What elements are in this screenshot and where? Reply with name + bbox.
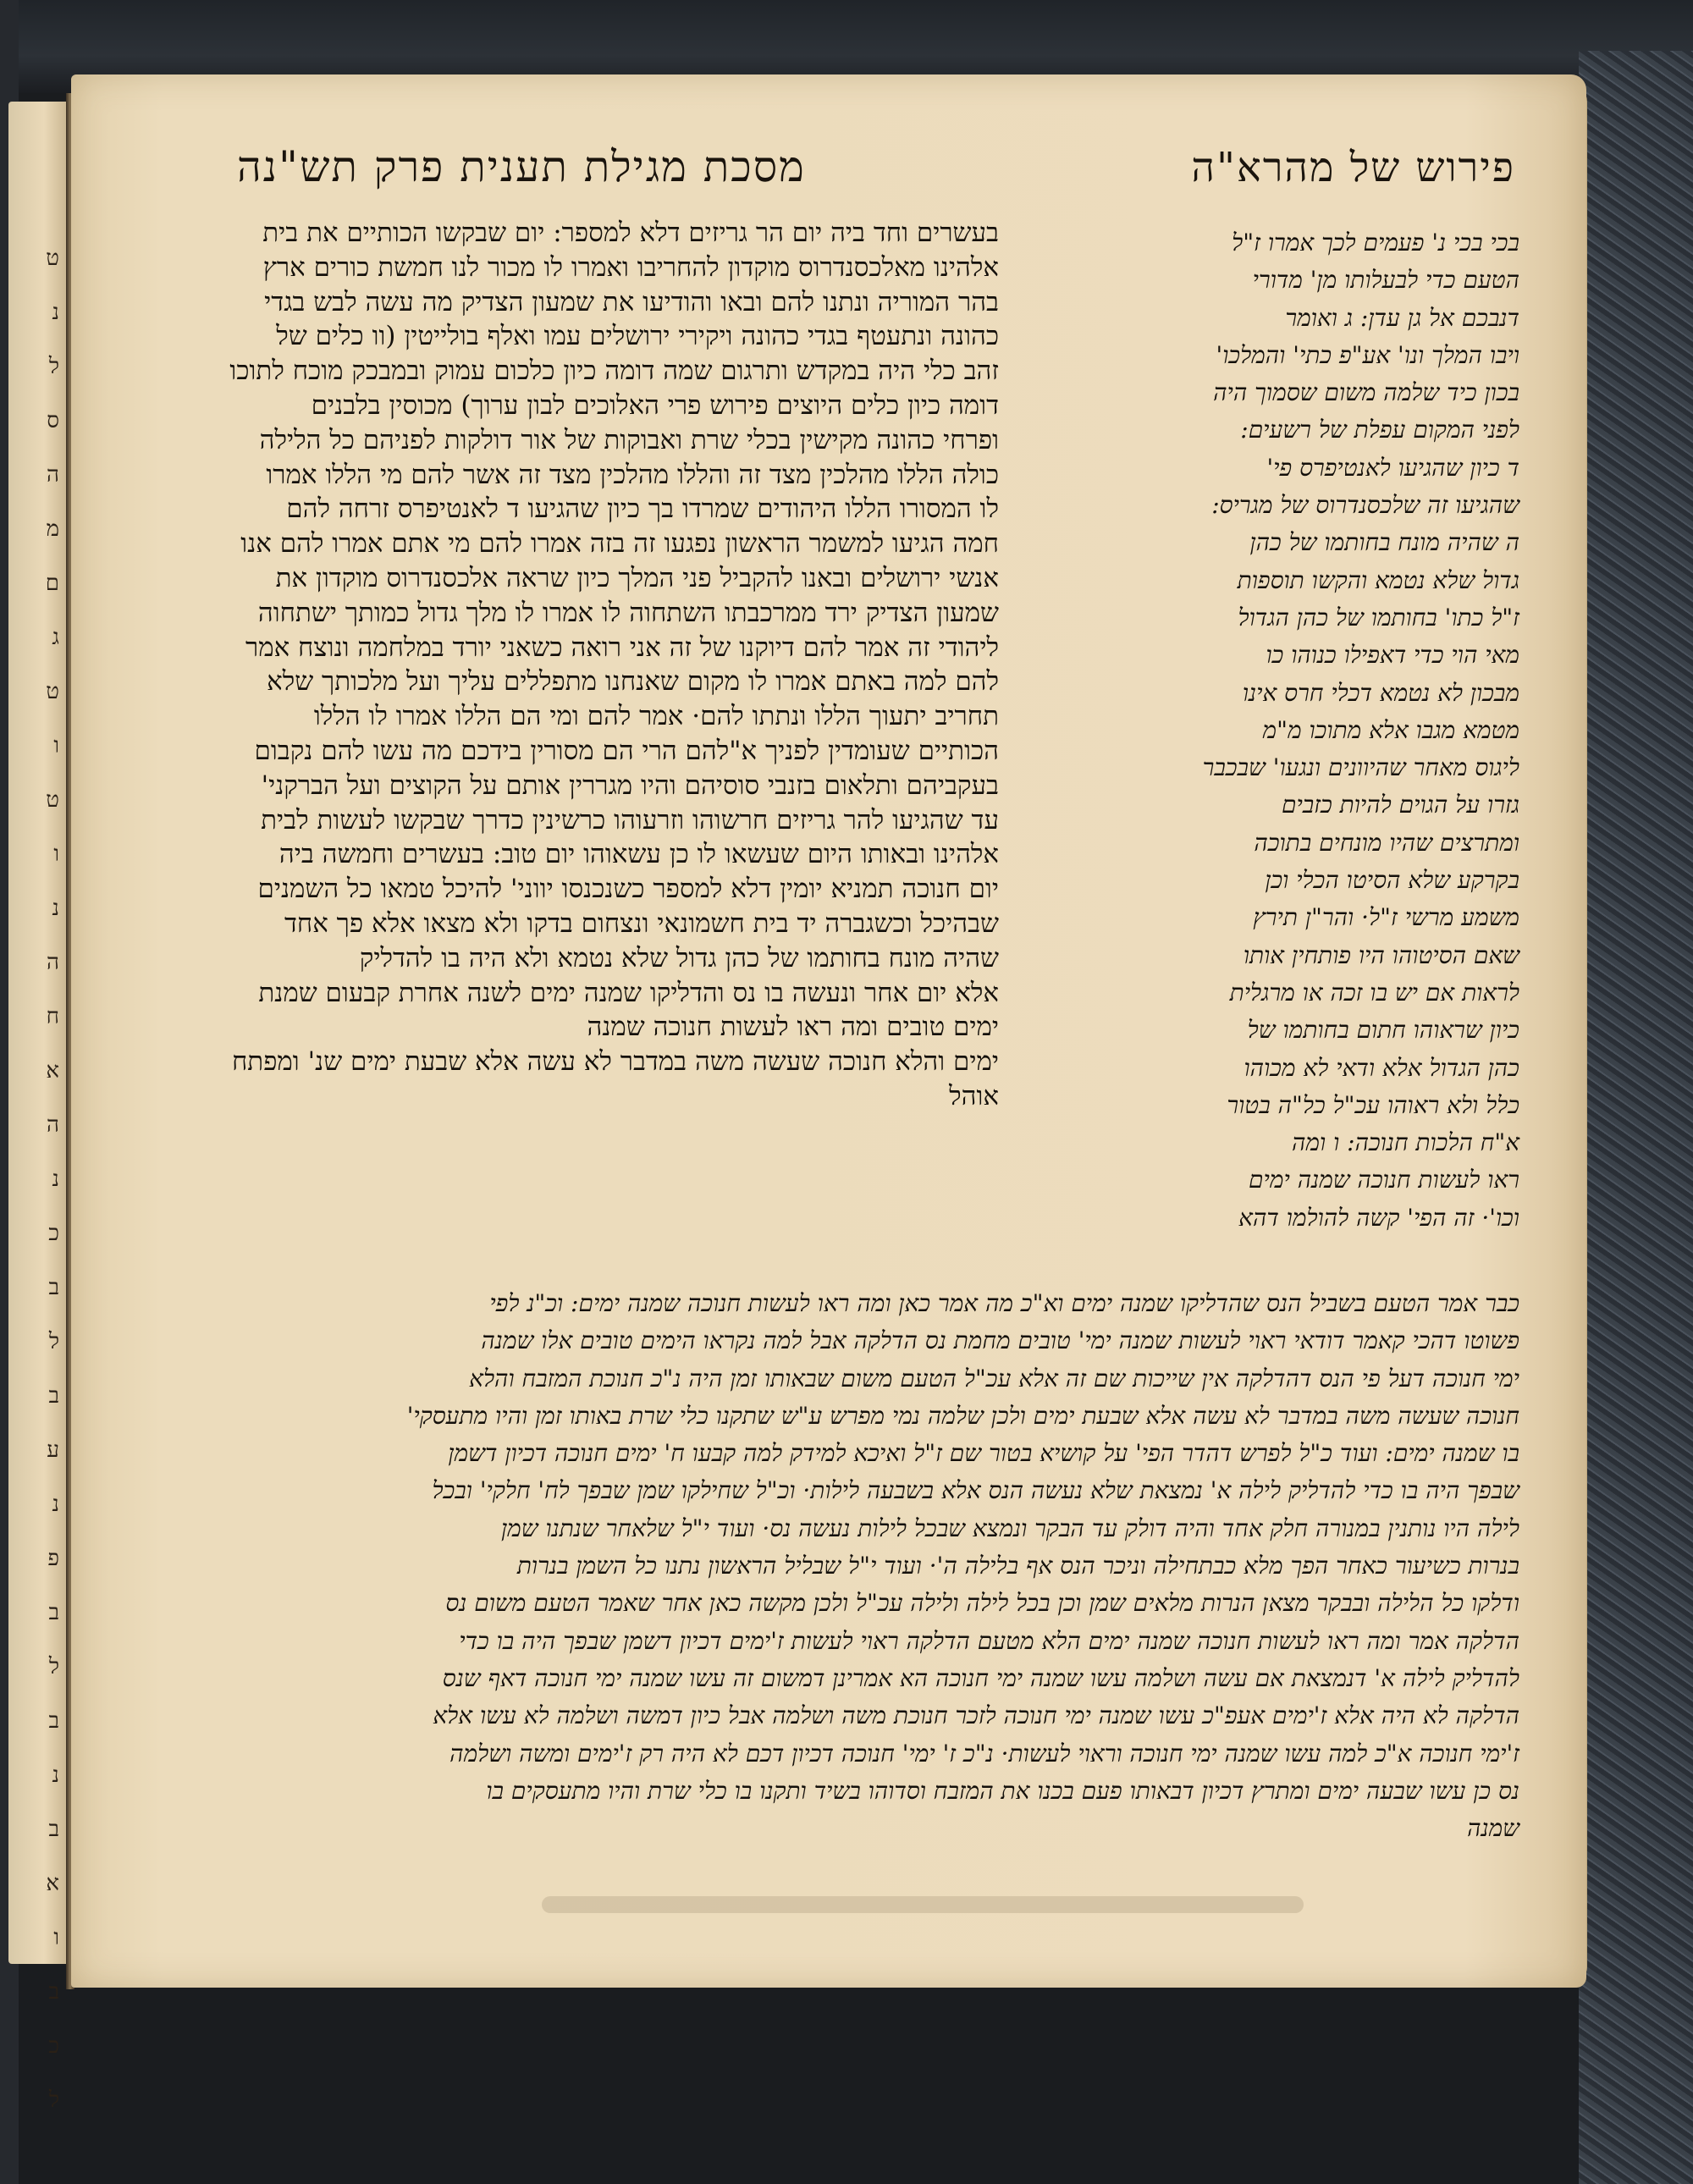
main-text-line: יום חנוכה תמניא יומין דלא למספר כשנכנסו יווני' להיכל טמאו כל השמנים	[257, 874, 999, 905]
commentary-line: בו שמנה ימים: ועוד כ"ל לפרש דהדר הפי' על קושיא בטור שם ז"ל ואיכא למידק למה קבעו ח' ימים חנוכה דכיון דשמן	[448, 1439, 1519, 1468]
facing-page-fragment: ט	[46, 245, 59, 271]
facing-page-fragment: ם	[45, 571, 59, 596]
commentary-line: מבכון לא נטמא דכלי חרס אינו	[1242, 678, 1519, 707]
page-header	[110, 142, 1549, 201]
facing-page-fragment: ו	[53, 841, 59, 867]
commentary-line: מאי הוי כדי דאפילו כנוהו כו	[1266, 641, 1519, 670]
commentary-line: ז"ל כתו' בחותמו של כהן הגדול	[1238, 603, 1519, 631]
main-text-line: כהונה ונתעטף בגדי כהונה ויקירי ירושלים עמו ואלף בולייטין (וו כלים של	[276, 321, 999, 352]
commentary-line: ה שהיה מונח בחותמו של כהן	[1249, 528, 1519, 557]
facing-page-fragment: ל	[48, 354, 59, 379]
tractate-title: מסכת מגילת תענית פרק תש"נה	[237, 142, 806, 191]
facing-page-fragment: ט	[46, 787, 59, 813]
commentary-line: וכו'· זה הפי' קשה להולמו דהא	[1238, 1203, 1519, 1232]
facing-page-fragment: ה	[47, 462, 59, 488]
commentary-line: ימי חנוכה דעל פי הנס דהדלקה אין שייכות שם זה אלא עכ"ל הטעם משום שבאותו זמן היה נ"כ חנוכת המזבח והלא	[469, 1364, 1519, 1393]
commentary-line: בנרות כשיעור כאחר הפך מלא כבתחילה וניכר הנס אף בלילה ה'· ועוד י"ל שבליל הראשון נתנו כל השמן בנרות	[516, 1552, 1519, 1580]
book-cover-right	[1579, 51, 1693, 2184]
commentary-line: חנוכה שעשה משה במדבר לא עשה אלא שבעת ימים ולכן שלמה נמי מפרש ע"ש שתקנו כלי שרת באותו זמן והיו מתעסקי'	[406, 1401, 1519, 1430]
main-text-line: ימים טובים ומה ראו לעשות חנוכה שמנה	[587, 1012, 999, 1043]
commentary-line: ד כיון שהגיעו לאנטיפרס פי'	[1266, 453, 1519, 482]
main-text-line: שבהיכל וכשגברה יד בית חשמונאי ונצחום בדקו ולא מצאו אלא פך אחד	[284, 907, 999, 939]
facing-page-fragment: ב	[48, 1979, 59, 2005]
commentary-line: כלל ולא ראוהו עכ"ל כל"ה בטור	[1227, 1090, 1519, 1119]
facing-page-fragment: ה	[47, 950, 59, 975]
commentary-line: כהן הגדול אלא ודאי לא מכוהו	[1244, 1053, 1519, 1082]
facing-page-fragment: ח	[46, 1004, 59, 1029]
main-text-line: להם למה באתם אמרו לו מקום שאנחנו מתפללים עליך ועל מלכותך שלא	[267, 666, 999, 698]
commentary-line: הדלקה לא היה אלא ז'ימים אעפ"כ עשו שמנה ימי חנוכה לזכר חנוכת משה ושלמה אבל כיון דמשה ושלמה לא עשו אלא	[433, 1701, 1519, 1730]
commentary-right-column	[1045, 224, 1519, 1237]
main-text-line: בעקביהם ותלאום בזנבי סוסיהם והיו מגררין אותם על הקוצים ועל הברקני'	[261, 769, 999, 801]
commentary-line: ודלקו כל הלילה ובבקר מצאן הנרות מלאים שמן וכן בכל לילה ולילה עכ"ל ולכן מקשה כאן אחר שאמר הטעם משום נס	[445, 1589, 1519, 1618]
commentary-line: ז'ימי חנוכה א"כ למה עשו שמנה ימי חנוכה וראוי לעשות· נ"כ ז' ימי' חנוכה דכיון דכם לא היה רק ז'ימים ומשה ושלמה	[449, 1739, 1519, 1768]
commentary-line: גדול שלא נטמא והקשו תוספות	[1237, 565, 1519, 594]
commentary-line: שמנה	[1467, 1814, 1519, 1843]
facing-page-fragment: ו	[53, 1925, 59, 1950]
facing-page-fragment: ה	[47, 1112, 59, 1138]
main-text-line: אלהינו ובאותו היום שעשאו לו כן עשאוהו יום טוב: בעשרים וחמשה ביה	[278, 839, 999, 870]
commentary-line: משמע מרשי ז"ל· והר"ן תירץ	[1253, 903, 1519, 932]
facing-page-fragment: א	[46, 1871, 59, 1896]
faded-ink-line	[542, 1896, 1304, 1913]
facing-page-fragment: ע	[47, 1437, 59, 1463]
main-text-line: בהר המוריה ונתנו להם ובאו והודיעו את שמעון הצדיק מה עשה לבש בגדי	[264, 286, 999, 317]
main-text-line: ימים והלא חנוכה שעשה משה במדבר לא עשה אלא שבעת ימים שנ' ומפתח	[231, 1046, 999, 1078]
facing-page-fragment: ל	[48, 2087, 59, 2113]
commentary-line: הדלקה אמר ומה ראו לעשות חנוכה שמנה ימים הלא מטעם הדלקה ראוי לעשות ז'ימים דכיון דשמן שבפך היה בו כדי	[459, 1626, 1519, 1655]
facing-page-fragment: נ	[52, 1762, 59, 1788]
main-text-line: עד שהגיעו להר גריזים חרשוהו וזרעוהו כרשינין כדרך שבקשו לעשות לבית	[261, 804, 999, 836]
main-text-line: לו המסורו הללו היהודים שמרדו בך כיון שהגיעו ד לאנטיפרס זרחה להם	[286, 494, 999, 525]
commentary-line: שהגיעו זה שלכסנדרוס של מגריס:	[1211, 491, 1519, 520]
commentary-line: בכון כיד שלמה משום שסמוך היה	[1213, 378, 1519, 407]
commentary-line: הטעם כדי לבעלותו מן' מדורי	[1252, 266, 1519, 295]
commentary-line: לילה היו נותנין במנורה חלק אחד והיה דולק עד הבקר ונמצא שבכל לילות נעשה נס· ועוד י"ל שלאחר שנתנו שמן	[500, 1514, 1519, 1542]
facing-page-fragment: נ	[52, 1166, 59, 1192]
facing-page-fragment: ב	[48, 1708, 59, 1734]
main-text-line: אלהינו מאלכסנדרוס מוקדון להחריבו ואמרו לו מכור לנו חמשת כורים ארץ	[262, 251, 999, 283]
main-text-line: ליהודי זה אמר להם דיוקנו של זה אני רואה כשאני יורד במלחמה ונוצח אמר	[245, 631, 999, 663]
facing-page-fragment: כ	[48, 2033, 59, 2059]
commentary-line: ראו לעשות חנוכה שמנה ימים	[1249, 1166, 1519, 1194]
facing-page-fragment: א	[46, 1058, 59, 1084]
facing-page-fragment: ב	[48, 1600, 59, 1625]
main-text-line: ופרחי כהונה מקישין בכלי שרת ואבוקות של אור דולקות לפניהם כל הלילה	[259, 424, 999, 455]
commentary-bottom-block	[114, 1285, 1519, 1847]
commentary-line: א"ח הלכות חנוכה: ו ומה	[1292, 1128, 1519, 1157]
main-text-line: שמעון הצדיק ירד ממרכבתו השתחוה לו אמרו לו מלך גדול כמותך ישתחוה	[257, 597, 999, 628]
commentary-line: גזרו על הגוים להיות כזבים	[1281, 791, 1519, 819]
facing-page-fragment: פ	[47, 1546, 59, 1571]
facing-page-edge	[8, 102, 68, 2113]
main-text-line: הכותיים שעומדין לפניך א"להם הרי הם מסורין בידכם מה עשו להם נקבום	[254, 735, 999, 766]
main-text-line: זהב כלי היה במקדש ותרגום שמה דומה כיון כלכום עמוק ובמבכק מוכח לתוכו	[229, 356, 999, 387]
main-text-line: כולה הללו מהלכין מצד זה והללו מהלכין מצד זה אשר להם מי הללו אמרו	[266, 459, 999, 490]
facing-page-fragment: ב	[48, 1275, 59, 1300]
main-text-line: אלא יום אחר ונעשה בו נס והדליקו שמנה ימים לשנה אחרת קבעום שמנת	[258, 977, 999, 1008]
commentary-line: להדליק לילה א' דנמצאת אם עשה ושלמה עשו שמנה ימי חנוכה הא אמרינן דמשום זה עשו שמנה ימי חנוכה דאף שנס	[442, 1663, 1519, 1692]
commentary-line: מטמא מגבו אלא מתוכו מ"מ	[1262, 715, 1519, 744]
commentary-line: כיון שראוהו חתום בחותמו של	[1247, 1016, 1519, 1045]
facing-page-fragment: ס	[47, 408, 59, 433]
commentary-line: דנבכם אל גן עדן: ג ואומר	[1285, 303, 1519, 332]
commentary-line: שאם הסיטוהו היו פותחין אותו	[1243, 940, 1519, 969]
main-text-line: שהיה מונח בחותמו של כהן גדול שלא נטמא ולא היה בו להדליק	[359, 942, 999, 973]
facing-page-fragment: ב	[48, 1817, 59, 1842]
main-text-line: תחריב יתעוך הללו ונתתו להם· אמר להם ומי הם הללו אמרו לו הללו	[313, 701, 999, 732]
main-text-line: חמה הגיעו למשמר הראשון נפגעו זה בזה אמרו להם מי אתם אמרו להם אנו	[240, 528, 999, 560]
commentary-line: לראות אם יש בו זכה או מרגלית	[1229, 978, 1519, 1007]
facing-page-text	[8, 245, 68, 2113]
facing-page-fragment: ו	[53, 733, 59, 758]
facing-page-fragment: ל	[48, 1654, 59, 1679]
facing-page-fragment: ב	[48, 1383, 59, 1409]
commentary-line: לפני המקום עפלת של רשעים:	[1240, 416, 1519, 444]
commentary-line: בקרקע שלא הסיטו הכלי וכן	[1265, 866, 1519, 895]
commentary-line: ליגוס מאחר שהיוונים ונגעו' שבכבר	[1202, 753, 1519, 782]
main-text-line: בעשרים וחד ביה יום הר גריזים דלא למספר: יום שבקשו הכותיים את בית	[262, 218, 999, 248]
commentary-line: כבר אמר הטעם בשביל הנס שהדליקו שמנה ימים וא"כ מה אמר כאן ומה ראו לעשות חנוכה שמנה ימים: וכ"נ לפי	[489, 1289, 1519, 1317]
main-text-block	[127, 216, 999, 1114]
commentary-title: פירוש של מהרא"ה	[1191, 144, 1515, 191]
main-text-line: אוהל	[949, 1080, 999, 1111]
commentary-line: נס כן עשו שבעה ימים ומתרץ דכיון דבאותו פעם בכנו את המזבח וסדוהו בשיד ותקנו בו כלי שרת והיו מתעסקים בו	[486, 1776, 1519, 1805]
facing-page-fragment: מ	[46, 516, 59, 542]
facing-page-fragment: נ	[52, 300, 59, 325]
main-text-line: דומה כיון כלים היוצים פירוש פרי האלוכים לבון ערוך) מכוסין בלבנים	[311, 389, 999, 421]
commentary-line: בכי בכי נ' פעמים לכך אמרו ז"ל	[1232, 229, 1519, 256]
facing-page-fragment: ל	[48, 1329, 59, 1354]
commentary-line: שבפך היה בו כדי להדליק לילה א' נמצאת שלא נעשה הנס אלא בשבעה לילות· וכ"ל שחילקו שמן שבפך לח' חלקי' ובכל	[432, 1476, 1519, 1505]
facing-page-fragment: ט	[46, 679, 59, 704]
commentary-line: ומתרצים שהיו מונחים בתוכה	[1254, 828, 1519, 857]
main-text-line: אנשי ירושלים ובאנו להקביל פני המלך כיון שראה אלכסנדרוס מוקדון את	[275, 562, 999, 593]
facing-page-fragment: ג	[52, 625, 59, 650]
facing-page-fragment: כ	[48, 1221, 59, 1246]
facing-page-fragment: נ	[52, 896, 59, 921]
facing-page-fragment: נ	[52, 1492, 59, 1517]
commentary-line: פשוטו דהכי קאמר דודאי ראוי לעשות שמנה ימי' טובים מחמת נס הדלקה אבל למה נקראו הימים טובים אלו שמנה	[481, 1326, 1519, 1355]
commentary-line: ויבו המלך ונו' אע"פ כתי' והמלכו'	[1216, 340, 1519, 369]
